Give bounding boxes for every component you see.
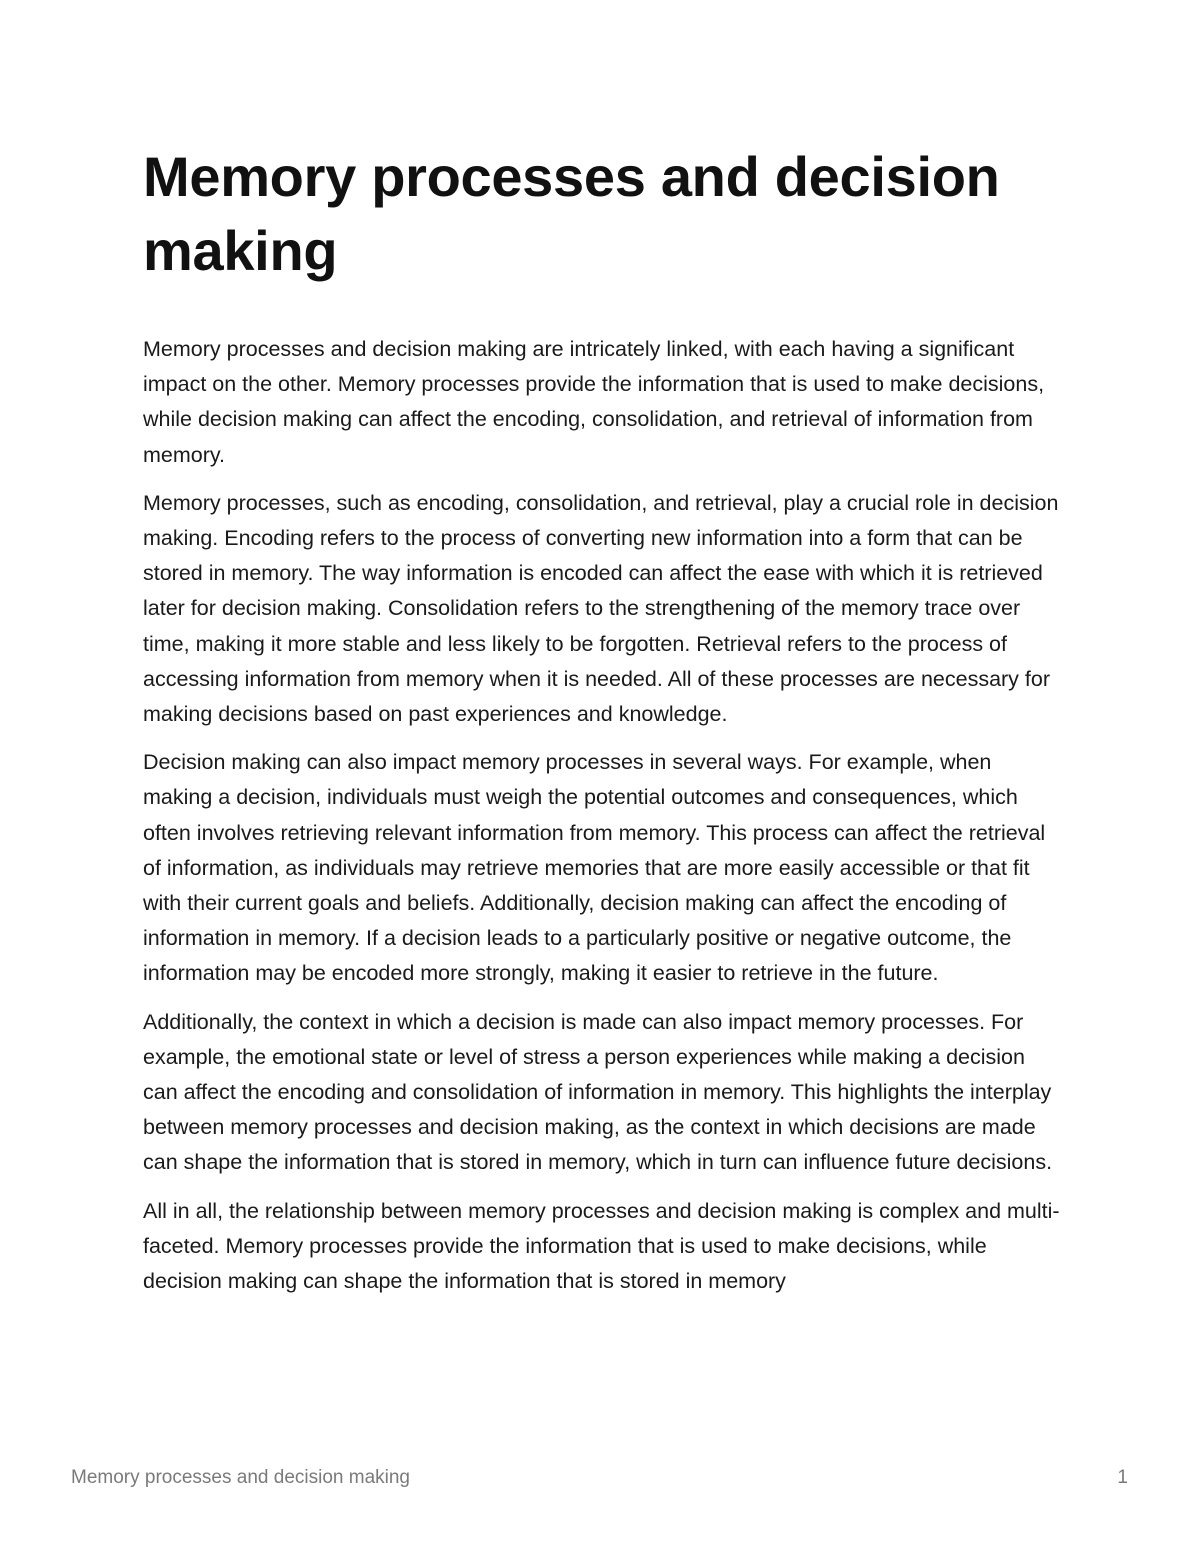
paragraph-5: All in all, the relationship between memory processes and decision making is complex and multi-faceted. Memory processes provide the information that is used to make decisions, while decision making can shape the information that is stored in memory <box>143 1198 1060 1294</box>
footer-page-number: 1 <box>1117 1467 1128 1488</box>
page-content <box>143 140 1063 1312</box>
footer-title: Memory processes and decision making <box>71 1467 410 1488</box>
paragraph-1: Memory processes and decision making are intricately linked, with each having a significant impact on the other. Memory processes provide the information that is used to make decisions, while decision making can affect the encoding, consolidation, and retrieval of information from memory. <box>143 337 1045 467</box>
body-text <box>143 332 1063 1299</box>
paragraph-2: Memory processes, such as encoding, consolidation, and retrieval, play a crucial role in decision making. Encoding refers to the process of converting new information into a form that can be stored in memory. The way information is encoded can affect the ease with which it is retrieved later for decision making. Consolidation refers to the strengthening of the memory trace over time, making it more stable and less likely to be forgotten. Retrieval refers to the process of accessing information from memory when it is needed. All of these processes are necessary for making decisions based on past experiences and knowledge. <box>143 490 1059 727</box>
paragraph-4: Additionally, the context in which a decision is made can also impact memory processes. For example, the emotional state or level of stress a person experiences while making a decision can affect the encoding and consolidation of information in memory. This highlights the interplay between memory processes and decision making, as the context in which decisions are made can shape the information that is stored in memory, which in turn can influence future decisions. <box>143 1009 1053 1175</box>
paragraph-3: Decision making can also impact memory processes in several ways. For example, when making a decision, individuals must weigh the potential outcomes and consequences, which often involves retrieving relevant information from memory. This process can affect the retrieval of information, as individuals may retrieve memories that are more easily accessible or that fit with their current goals and beliefs. Additionally, decision making can affect the encoding of information in memory. If a decision leads to a particularly positive or negative outcome, the information may be encoded more strongly, making it easier to retrieve in the future. <box>143 750 1046 986</box>
page-title: Memory processes and decision making <box>143 145 1000 282</box>
